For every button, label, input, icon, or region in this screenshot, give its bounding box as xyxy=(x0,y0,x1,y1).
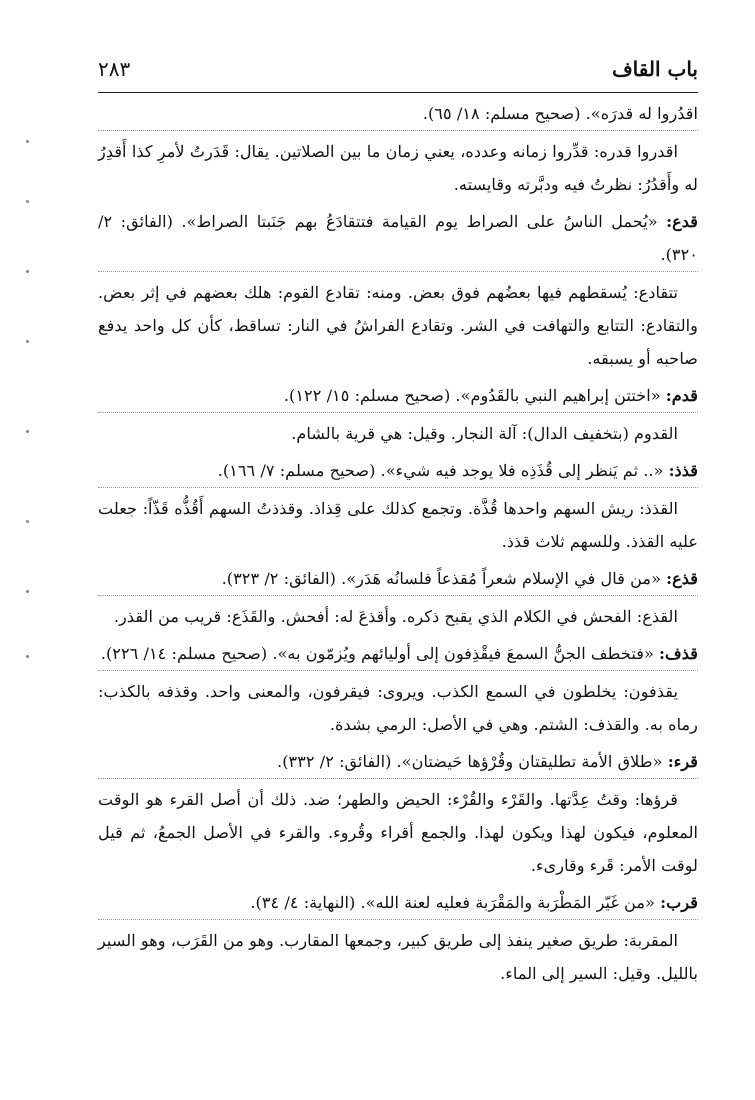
entry-explanation xyxy=(98,488,698,561)
entry-explanation xyxy=(98,596,698,636)
hadith-entry xyxy=(98,378,698,413)
explanation-text: القذع: الفحش في الكلام الذي يقبح ذكره. وأقذعَ له: أفحش. والقَذَع: قريب من القذر. xyxy=(113,607,678,626)
explanation-text: قرؤها: وقتُ عِدَّتها. والقَرْء والقُرْء: الحيض والطهر؛ ضد. ذلك أن أصل القرء هو الوقت المعلوم، فيكون لهذا ويكون لهذا. والجمع أقراء وقُروء. والقرء في الأصل الجمعُ، ثم قيل لوقت الأمر: قَرء وقارىء. xyxy=(98,790,698,875)
explanation-text: القدوم (بتخفيف الدال): آلة النجار. وقيل: هي قرية بالشام. xyxy=(291,424,678,443)
page-number: ٢٨٣ xyxy=(98,57,131,81)
hadith-text: «.. ثم يَنظر إلى قُذَذِه فلا يوجد فيه شيء». (صحيح مسلم: ٧/ ١٦٦). xyxy=(217,461,669,480)
hadith-entry xyxy=(98,204,698,272)
margin-marks xyxy=(24,140,32,660)
explanation-text: القذذ: ريش السهم واحدها قُذَّة. وتجمع كذلك على قِذاذ. وقذذتُ السهم أَقُذُّه قَذّاً: جعلت عليه القذذ. وللسهم ثلاث قذذ. xyxy=(98,499,698,551)
header-rule xyxy=(98,92,698,93)
entry-headword: قرء: xyxy=(667,752,698,771)
explanation-text: المقربة: طريق صغير ينفذ إلى طريق كبير، وجمعها المقارب. وهو من القَرَب، وهو السير بالليل. وقيل: السير إلى الماء. xyxy=(98,931,698,983)
entry-headword: قرب: xyxy=(660,893,698,912)
entry-explanation xyxy=(98,131,698,204)
hadith-entry xyxy=(98,885,698,920)
hadith-entry xyxy=(98,453,698,488)
page-header xyxy=(98,52,698,86)
entry-explanation xyxy=(98,671,698,744)
hadith-text: «فتخطف الجنُّ السمعَ فيقْذِفون إلى أوليائهم ويُزمّون به». (صحيح مسلم: ١٤/ ٢٢٦). xyxy=(100,644,659,663)
hadith-entry xyxy=(98,561,698,596)
hadith-text: «من غَيّر المَطْرَبة والمَقْرَبة فعليه لعنة الله». (النهاية: ٤/ ٣٤). xyxy=(250,893,661,912)
entry-explanation xyxy=(98,272,698,378)
entry-headword: قدم: xyxy=(665,386,698,405)
entry-headword: قدع: xyxy=(666,212,698,231)
explanation-text: تتقادع: يُسقطهم فيها بعضُهم فوق بعض. ومنه: تقادع القوم: هلك بعضهم في إثر بعض. والتقادع: التتابع والتهافت في الشر. وتقادع الفراشُ في النار: تساقط، كأن كل واحد يدفع صاحبه أو يسبقه. xyxy=(98,283,698,368)
entry-explanation xyxy=(98,413,698,453)
entry-explanation xyxy=(98,920,698,993)
chapter-title: باب القاف xyxy=(611,57,698,81)
hadith-entry xyxy=(98,636,698,671)
entry-headword: قذذ: xyxy=(668,461,698,480)
hadith-text: «يُحمل الناسُ على الصراط يوم القيامة فتتقادَعُ بهم جَنَبتا الصراط». (الفائق: ٢/ ٣٢٠). xyxy=(98,212,698,264)
explanation-text: اقدروا قدره: قدِّروا زمانه وعدده، يعني زمان ما بين الصلاتين. يقال: قَدَرتُ لأمرِ كذا أَقدِرُ له وأَقدُرُ: نظرتُ فيه ودبَّرته وقايسته. xyxy=(98,142,698,194)
hadith-entry xyxy=(98,96,698,131)
entry-headword: قذع: xyxy=(666,569,698,588)
hadith-text: «طلاق الأمة تطليقتان وقُرْؤها حَيضتان». (الفائق: ٢/ ٣٣٢). xyxy=(277,752,668,771)
explanation-text: يقذفون: يخلطون في السمع الكذب. ويروى: فيقرفون، والمعنى واحد. وقذفه بالكذب: رماه به. والقذف: الشتم. وهي في الأصل: الرمي بشدة. xyxy=(98,682,698,734)
entry-explanation xyxy=(98,779,698,885)
hadith-entry xyxy=(98,744,698,779)
page-content xyxy=(98,96,698,993)
hadith-text: «من قال في الإسلام شعراً مُقذعاً فلسانُه هَدَر». (الفائق: ٢/ ٣٢٣). xyxy=(221,569,667,588)
entry-headword: قذف: xyxy=(659,644,698,663)
hadith-text: «اختتن إبراهيم النبي بالقَدُوم». (صحيح مسلم: ١٥/ ١٢٢). xyxy=(283,386,666,405)
hadith-text: اقدُروا له قدرَه». (صحيح مسلم: ١٨/ ٦٥). xyxy=(422,104,698,123)
